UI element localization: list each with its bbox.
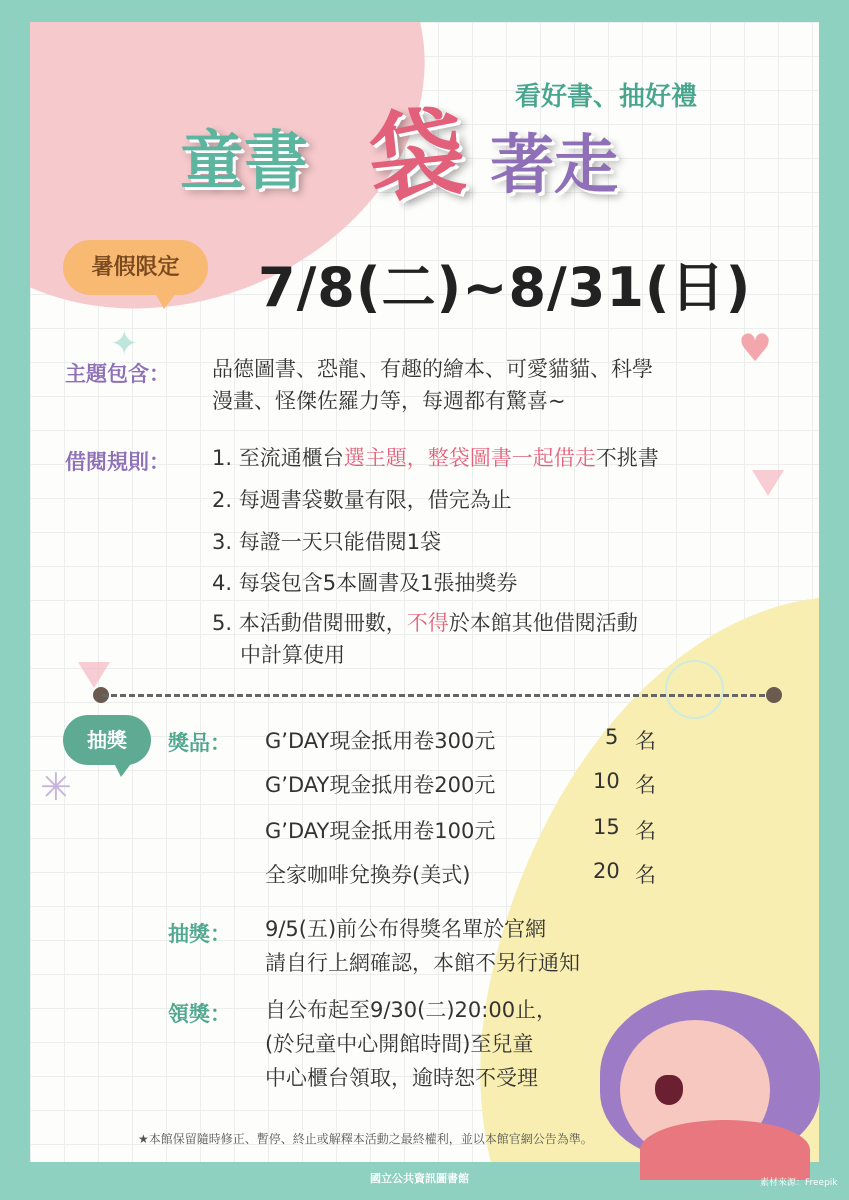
rule-text: 不挑書 [595,446,659,470]
draw-line: 請自行上網確認，本館不另行通知 [265,951,580,975]
theme-line: 品德圖書、恐龍、有趣的繪本、可愛貓貓、科學 [212,357,653,381]
prize-name: G’DAY現金抵用卷300元 [265,729,496,753]
draw-label: 抽獎： [168,922,231,946]
prize-unit: 名 [635,819,656,843]
date-range: 7/8(二)~8/31(日) [258,256,752,319]
prize-count: 5 [605,725,619,749]
sparkle-icon: ✦ [110,324,139,364]
claim-line: (於兒童中心開館時間)至兒童 [265,1032,534,1056]
rule-item: 3. 每證一天只能借閱1袋 [212,530,442,554]
draw-line: 9/5(五)前公布得獎名單於官網 [265,917,547,941]
rule-item: 2. 每週書袋數量有限，借完為止 [212,488,512,512]
prizes-label: 獎品： [168,731,231,755]
claim-line: 中心櫃台領取，逾時恕不受理 [265,1066,538,1090]
rule-item: 4. 每袋包含5本圖書及1張抽獎券 [212,571,518,595]
divider-dot [766,687,782,703]
prize-count: 20 [593,859,620,883]
rules-label: 借閱規則： [65,450,170,474]
prize-name: G’DAY現金抵用卷100元 [265,819,496,843]
prize-name: 全家咖啡兌換券(美式) [265,863,471,887]
lottery-badge: 抽獎 [63,715,151,765]
rule-text: 於本館其他借閱活動 [448,611,638,635]
rule-highlight: 選主題，整袋圖書一起借走 [343,446,596,470]
star-icon: ✳ [40,765,72,809]
girl-illustration-body [640,1120,810,1180]
footnote: ★本館保留隨時修正、暫停、終止或解釋本活動之最終權利，並以本館官網公告為準。 [138,1132,593,1146]
prize-count: 10 [593,769,620,793]
prize-unit: 名 [635,729,656,753]
claim-line: 自公布起至9/30(二)20:00止， [265,998,558,1022]
period-badge: 暑假限定 [63,240,208,295]
title-part2: 袋 [363,95,471,217]
prize-unit: 名 [635,863,656,887]
triangle-decoration [78,662,110,688]
subtitle: 看好書、抽好禮 [515,82,698,112]
library-logo: 國立公共資訊圖書館 [370,1172,469,1185]
theme-label: 主題包含： [65,362,170,386]
rule-item [212,441,659,475]
girl-illustration-mouth [655,1075,683,1105]
rule-text: 1. 至流通櫃台 [212,446,344,470]
prize-unit: 名 [635,773,656,797]
claim-label: 領獎： [168,1002,231,1026]
rule-text: 5. 本活動借閱冊數， [212,611,407,635]
rule-item: 中計算使用 [240,643,345,667]
rule-highlight: 不得 [406,611,449,635]
prize-count: 15 [593,815,620,839]
title-part3: 著走 [490,129,618,203]
triangle-decoration [752,470,784,496]
circle-decoration [665,660,724,719]
heart-icon: ♥ [738,326,773,370]
image-credit: 素材來源：Freepik [760,1178,838,1188]
rule-item [212,606,638,640]
dashed-divider [102,694,774,697]
prize-name: G’DAY現金抵用卷200元 [265,773,496,797]
theme-line: 漫畫、怪傑佐羅力等，每週都有驚喜~ [212,389,566,413]
title-part1: 童書 [180,125,308,199]
